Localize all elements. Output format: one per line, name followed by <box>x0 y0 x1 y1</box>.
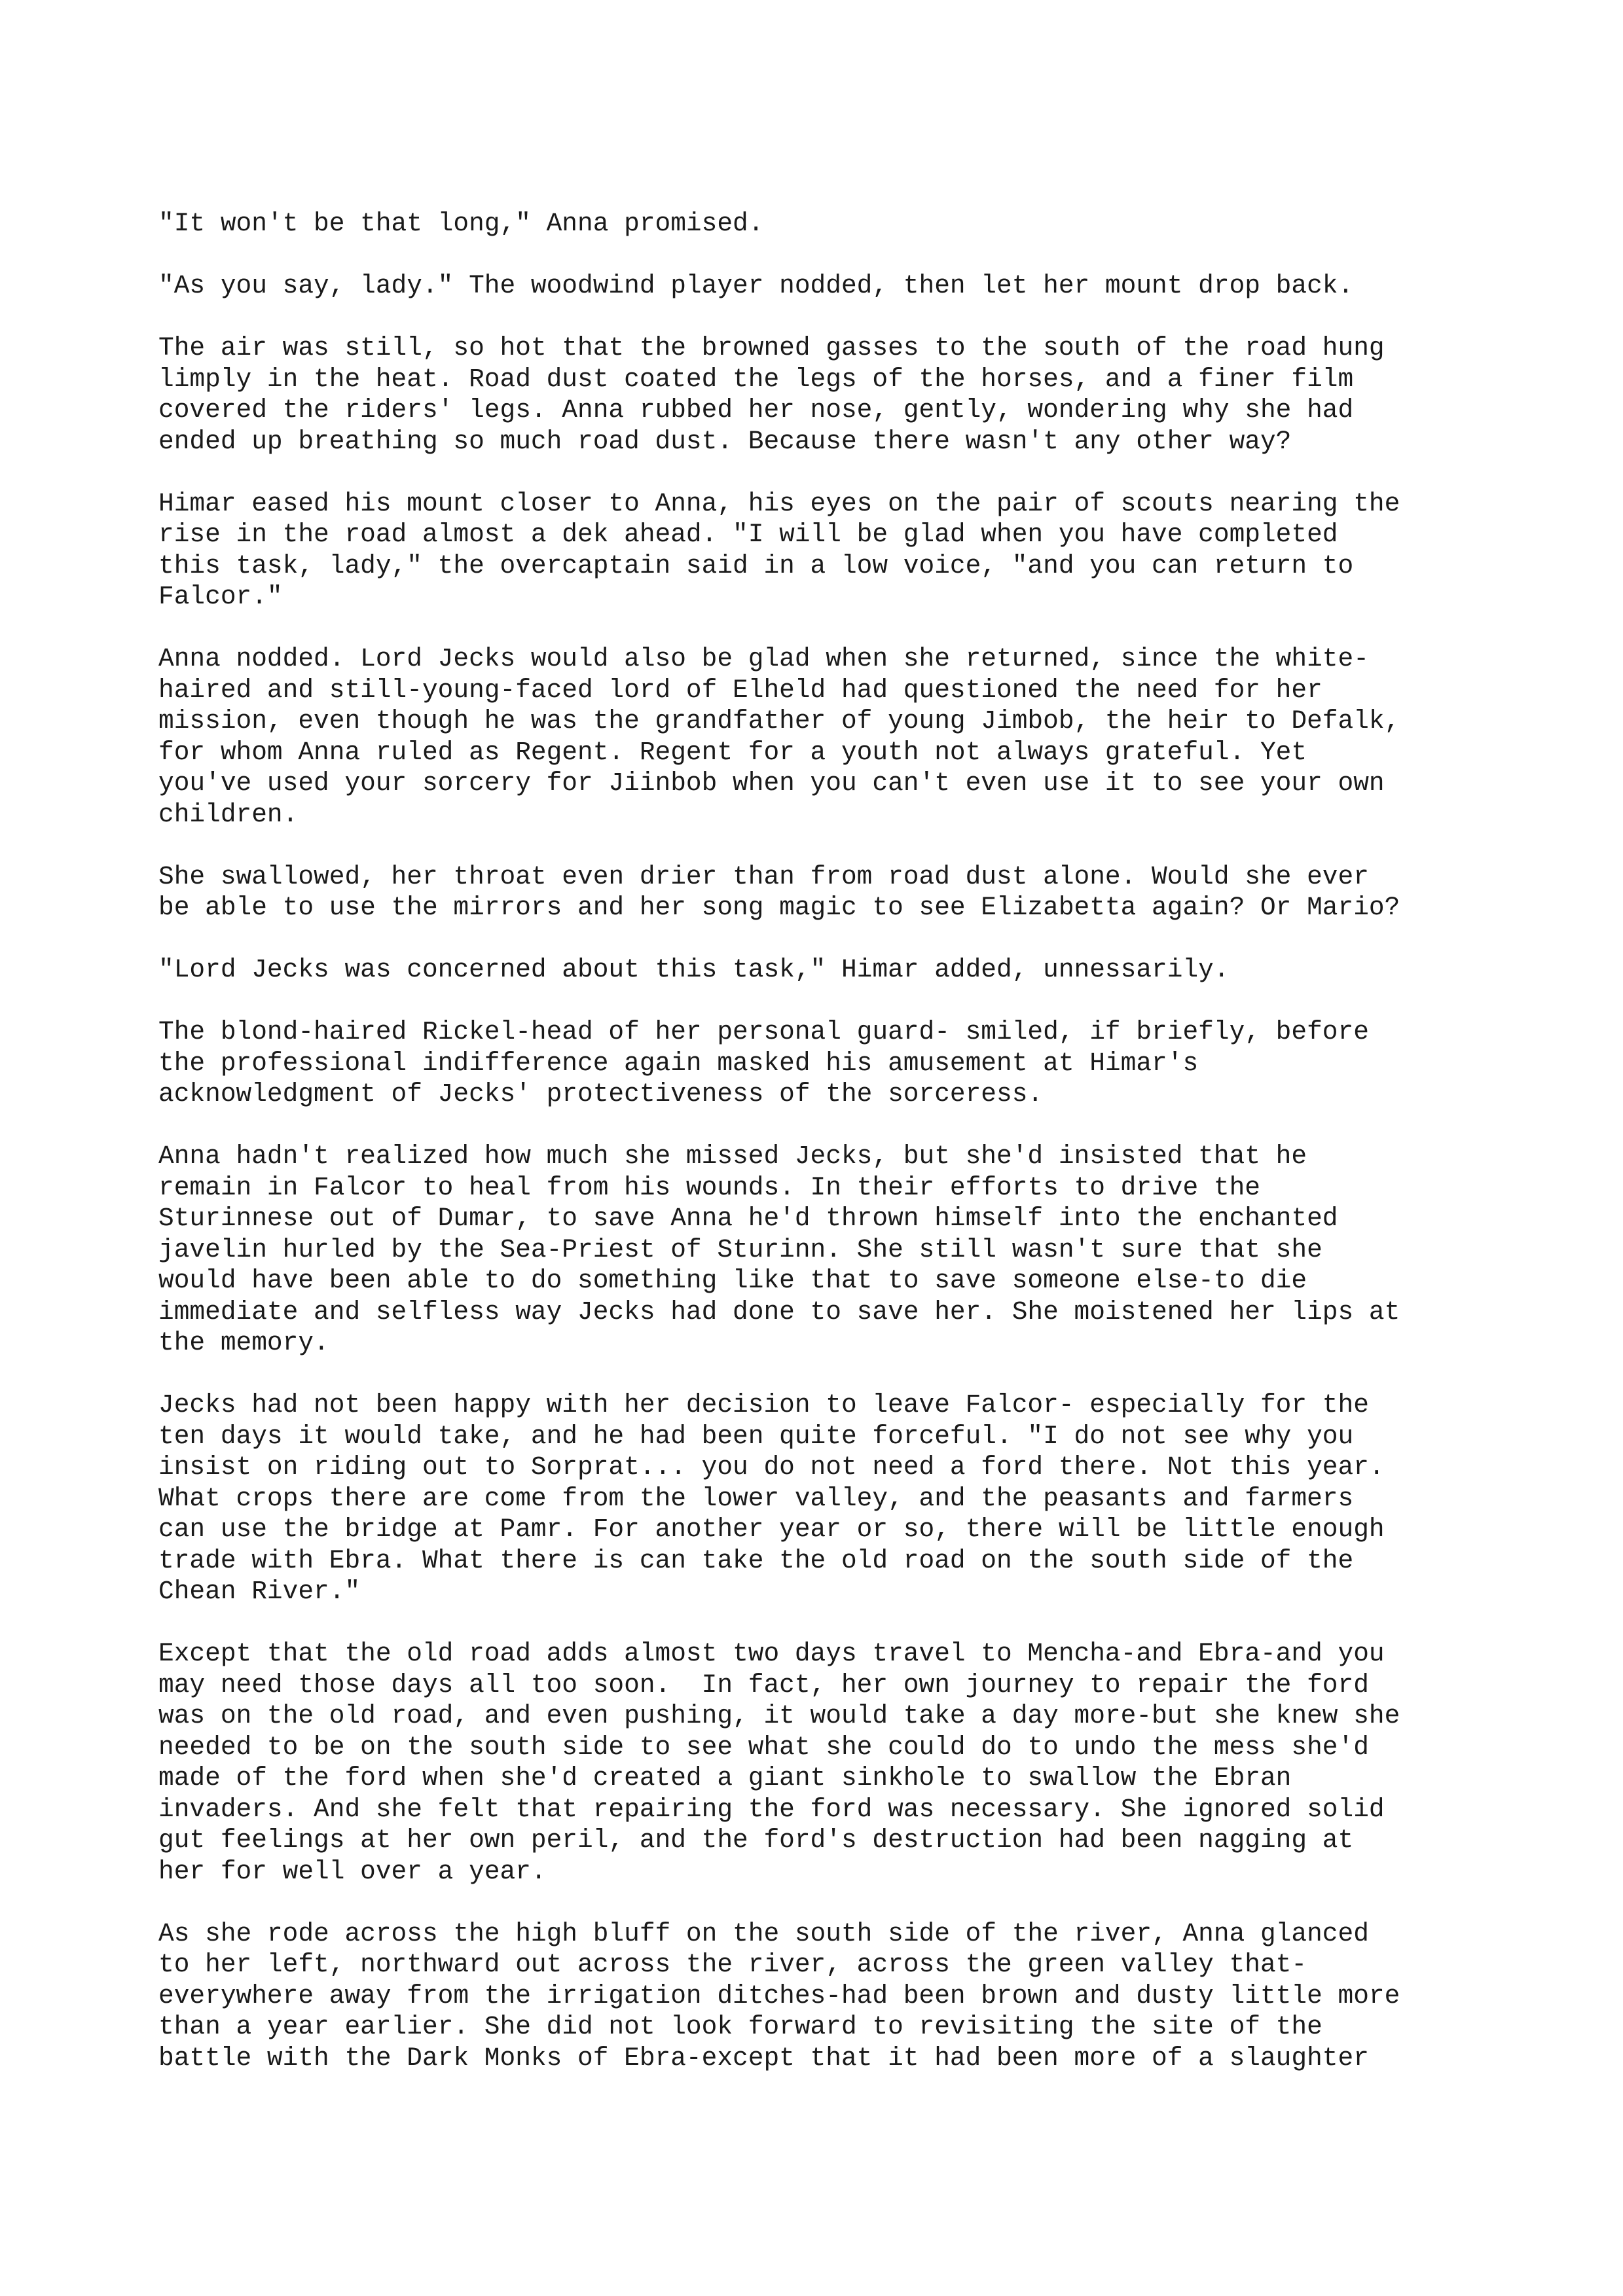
text-line: children. <box>158 799 299 829</box>
text-line: Sturinnese out of Dumar, to save Anna he'd thrown himself into the enchanted <box>158 1204 1338 1233</box>
text-line: to her left, northward out across the river, across the green valley that- <box>158 1950 1307 1979</box>
paragraph-spacer <box>158 986 1507 1017</box>
text-line: remain in Falcor to heal from his wounds. In their efforts to drive the <box>158 1172 1260 1202</box>
text-line: may need those days all too soon. In fact, her own journey to repair the ford <box>158 1670 1369 1700</box>
text-line: everywhere away from the irrigation ditches-had been brown and dusty little more <box>158 1981 1400 2011</box>
text-line: was on the old road, and even pushing, it would take a day more-but she knew she <box>158 1701 1400 1731</box>
paragraph <box>158 643 1507 830</box>
text-line: invaders. And she felt that repairing the ford was necessary. She ignored solid <box>158 1794 1385 1824</box>
paragraph <box>158 270 1507 302</box>
text-line: "It won't be that long," Anna promised. <box>158 209 764 238</box>
paragraph <box>158 1141 1507 1359</box>
text-line: than a year earlier. She did not look forward to revisiting the site of the <box>158 2012 1322 2041</box>
paragraph <box>158 861 1507 924</box>
text-line: can use the bridge at Pamr. For another year or so, there will be little enough <box>158 1515 1385 1544</box>
text-line: be able to use the mirrors and her song magic to see Elizabetta again? Or Mario? <box>158 893 1400 922</box>
text-line: Himar eased his mount closer to Anna, his eyes on the pair of scouts nearing the <box>158 488 1400 518</box>
text-line: Except that the old road adds almost two days travel to Mencha-and Ebra-and you <box>158 1639 1385 1668</box>
text-line: trade with Ebra. What there is can take the old road on the south side of the <box>158 1545 1354 1575</box>
paragraph <box>158 332 1507 457</box>
paragraph-spacer <box>158 613 1507 644</box>
paragraph-spacer <box>158 1110 1507 1141</box>
text-line: ended up breathing so much road dust. Because there wasn't any other way? <box>158 426 1292 456</box>
text-line: "As you say, lady." The woodwind player nodded, then let her mount drop back. <box>158 271 1354 300</box>
text-line: "Lord Jecks was concerned about this task," Himar added, unnessarily. <box>158 955 1230 984</box>
text-line: rise in the road almost a dek ahead. "I will be glad when you have completed <box>158 520 1338 549</box>
document-text <box>158 208 1507 2073</box>
paragraph <box>158 488 1507 613</box>
text-line: Jecks had not been happy with her decision to leave Falcor- especially for the <box>158 1390 1369 1420</box>
paragraph <box>158 1016 1507 1110</box>
text-line: needed to be on the south side to see what she could do to undo the mess she'd <box>158 1732 1369 1762</box>
paragraph-spacer <box>158 240 1507 271</box>
text-line: Falcor." <box>158 582 283 611</box>
text-line: made of the ford when she'd created a giant sinkhole to swallow the Ebran <box>158 1763 1292 1793</box>
text-line: you've used your sorcery for Jiinbob when you can't even use it to see your own <box>158 768 1385 798</box>
paragraph <box>158 1390 1507 1607</box>
text-line: would have been able to do something like that to save someone else-to die <box>158 1266 1307 1295</box>
paragraph-spacer <box>158 830 1507 861</box>
text-line: mission, even though he was the grandfather of young Jimbob, the heir to Defalk, <box>158 706 1400 736</box>
text-line: acknowledgment of Jecks' protectiveness of the sorceress. <box>158 1079 1044 1109</box>
paragraph-spacer <box>158 1359 1507 1390</box>
paragraph-spacer <box>158 1887 1507 1918</box>
paragraph-spacer <box>158 302 1507 333</box>
text-line: The air was still, so hot that the browned gasses to the south of the road hung <box>158 333 1385 363</box>
text-line: As she rode across the high bluff on the south side of the river, Anna glanced <box>158 1918 1369 1948</box>
paragraph-spacer <box>158 924 1507 955</box>
text-line: battle with the Dark Monks of Ebra-except that it had been more of a slaughter <box>158 2043 1369 2073</box>
paragraph <box>158 954 1507 986</box>
text-line: limply in the heat. Road dust coated the legs of the horses, and a finer film <box>158 364 1354 394</box>
text-line: her for well over a year. <box>158 1856 547 1886</box>
text-line: Anna hadn't realized how much she missed Jecks, but she'd insisted that he <box>158 1141 1307 1171</box>
text-line: covered the riders' legs. Anna rubbed her nose, gently, wondering why she had <box>158 395 1354 425</box>
text-line: ten days it would take, and he had been quite forceful. "I do not see why you <box>158 1421 1354 1451</box>
text-line: insist on riding out to Sorprat... you do not need a ford there. Not this year. <box>158 1452 1385 1482</box>
text-line: Anna nodded. Lord Jecks would also be glad when she returned, since the white- <box>158 644 1369 673</box>
text-line: The blond-haired Rickel-head of her personal guard- smiled, if briefly, before <box>158 1017 1369 1047</box>
text-line: haired and still-young-faced lord of Elheld had questioned the need for her <box>158 675 1322 705</box>
text-line: this task, lady," the overcaptain said in a low voice, "and you can return to <box>158 550 1354 581</box>
text-line: Chean River." <box>158 1577 361 1606</box>
paragraph <box>158 1638 1507 1887</box>
text-line: the professional indifference again masked his amusement at Himar's <box>158 1048 1199 1078</box>
text-line: javelin hurled by the Sea-Priest of Sturinn. She still wasn't sure that she <box>158 1234 1322 1265</box>
paragraph <box>158 208 1507 240</box>
text-line: What crops there are come from the lower valley, and the peasants and farmers <box>158 1483 1354 1513</box>
paragraph-spacer <box>158 457 1507 488</box>
paragraph-spacer <box>158 1607 1507 1639</box>
paragraph <box>158 1918 1507 2074</box>
text-line: immediate and selfless way Jecks had done to save her. She moistened her lips at <box>158 1297 1400 1327</box>
text-line: gut feelings at her own peril, and the ford's destruction had been nagging at <box>158 1825 1354 1855</box>
text-line: the memory. <box>158 1328 329 1357</box>
text-line: She swallowed, her throat even drier than from road dust alone. Would she ever <box>158 861 1369 891</box>
text-line: for whom Anna ruled as Regent. Regent for a youth not always grateful. Yet <box>158 737 1307 767</box>
